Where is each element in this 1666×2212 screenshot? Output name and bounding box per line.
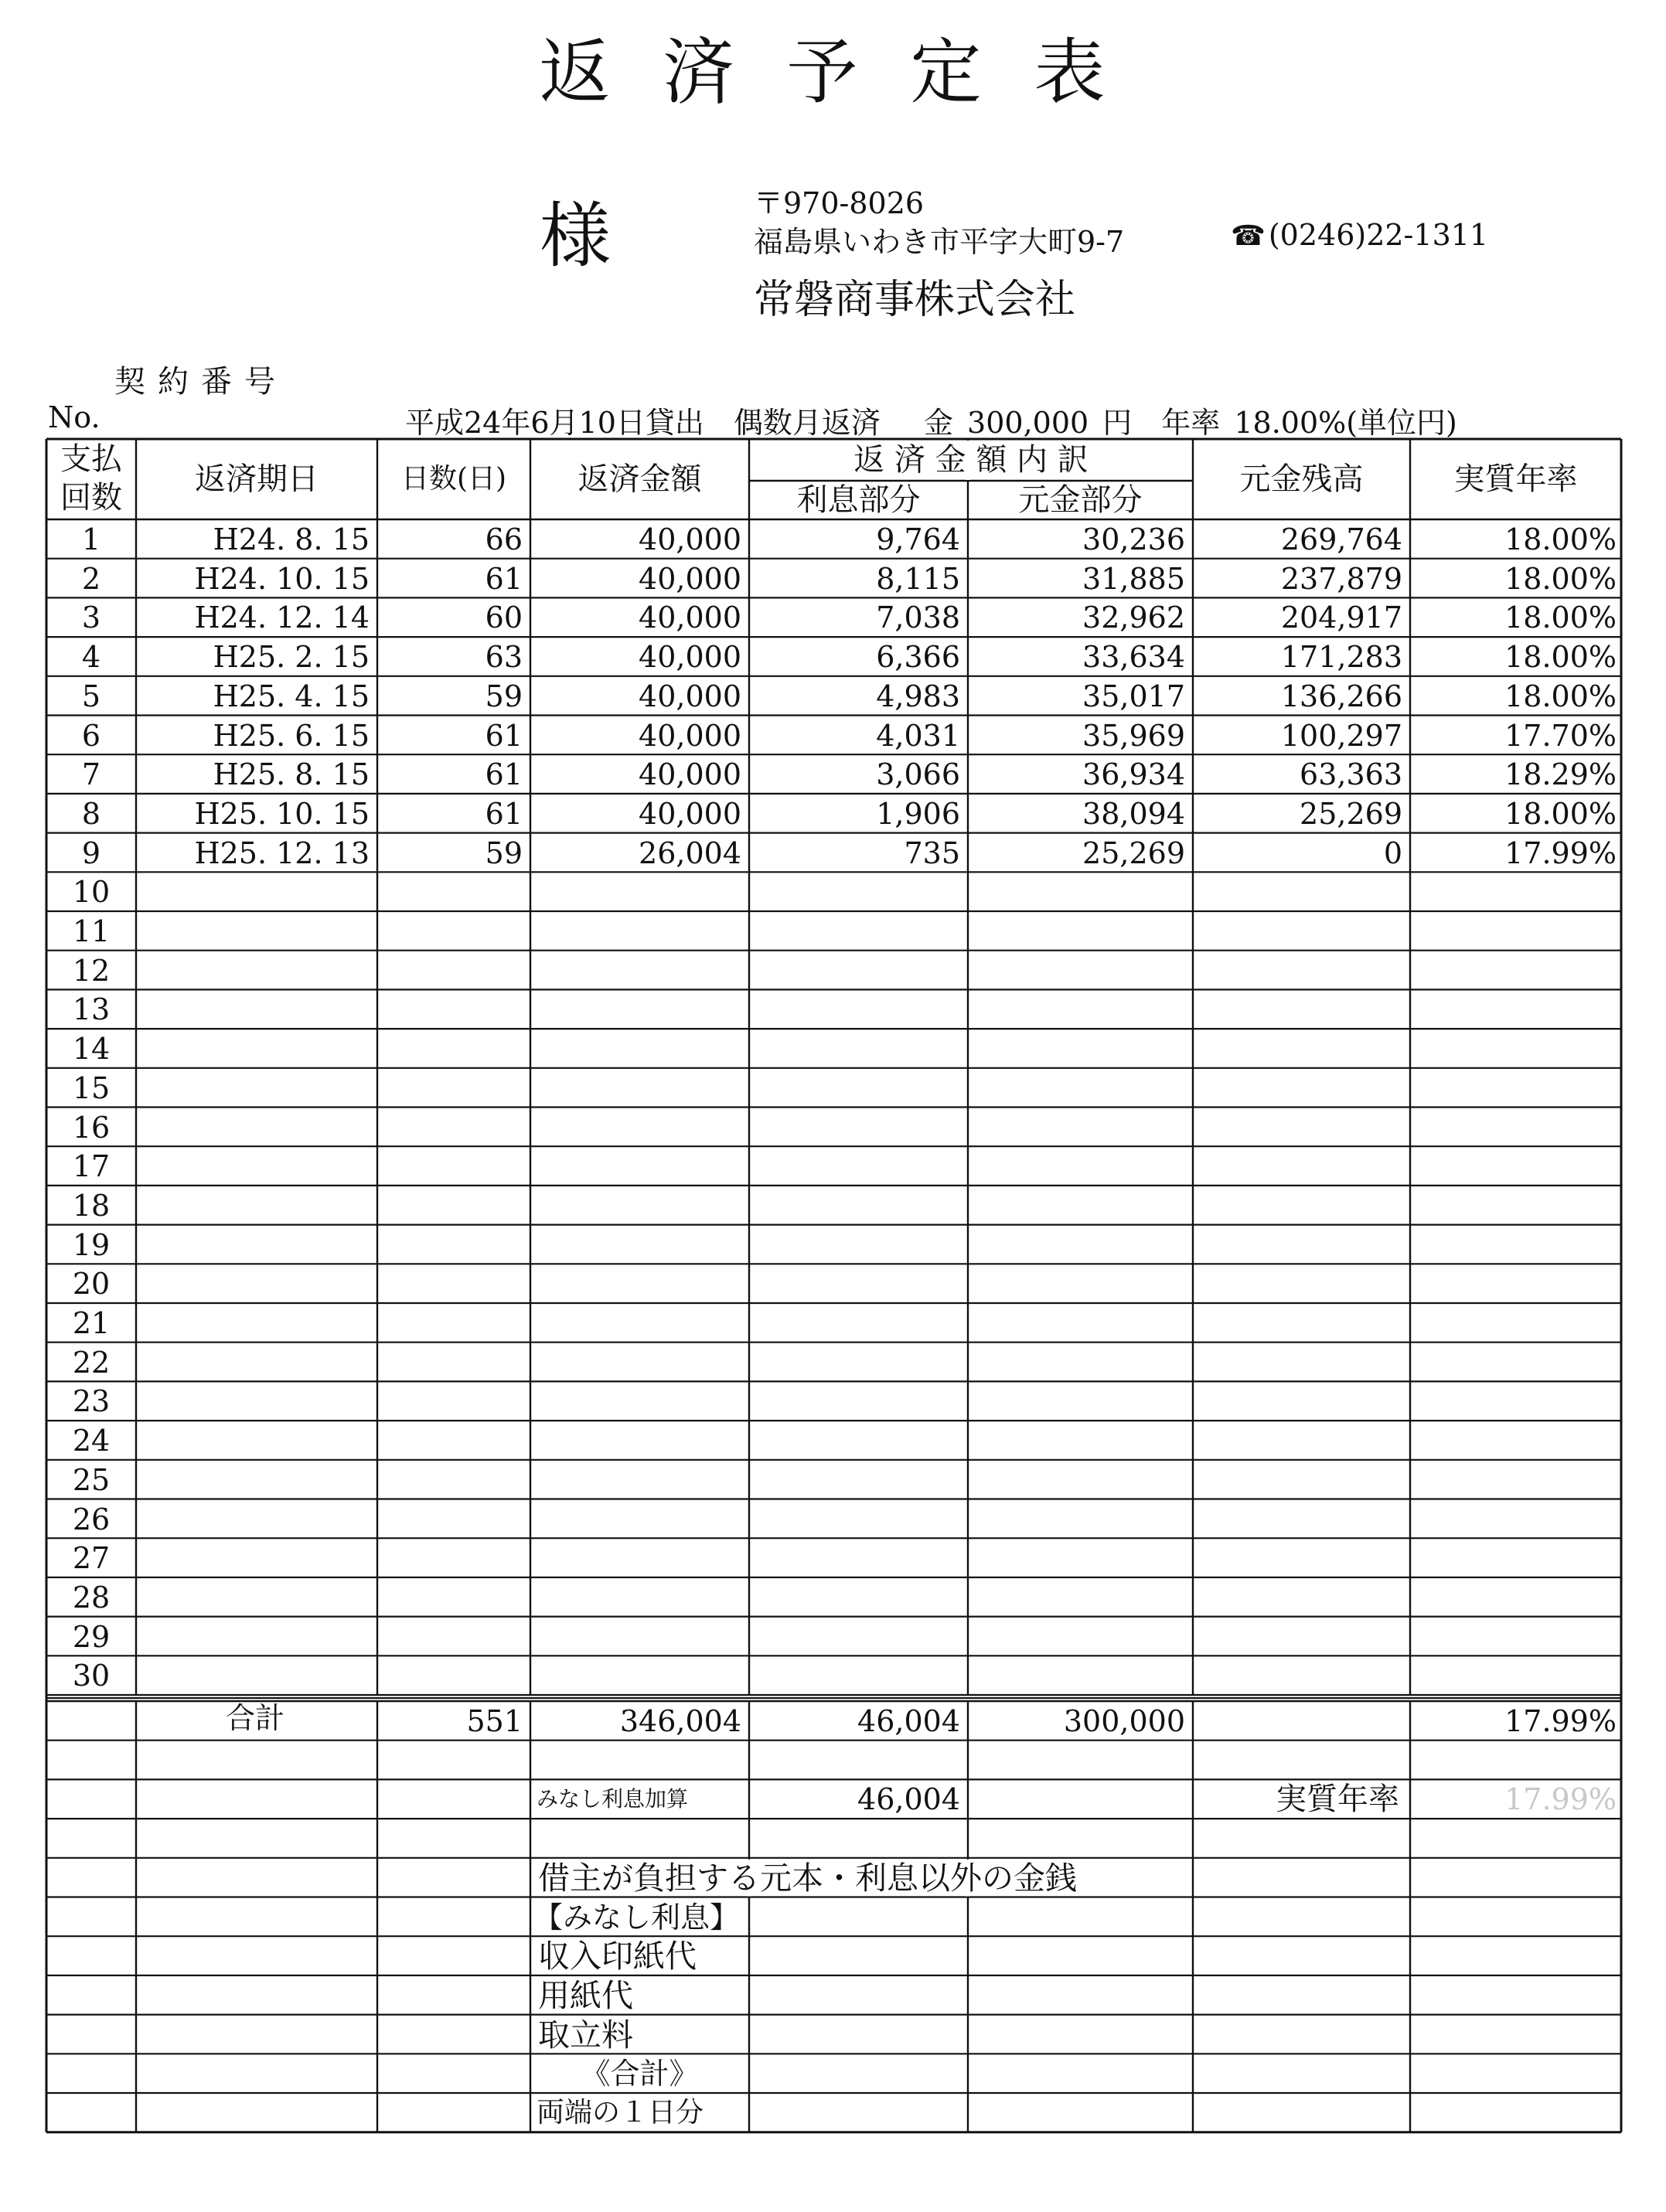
row-amount bbox=[530, 1500, 741, 1539]
row-rate bbox=[1410, 1343, 1617, 1382]
row-days bbox=[377, 1343, 523, 1382]
row-due-date bbox=[136, 1147, 370, 1186]
row-number: 6 bbox=[81, 718, 101, 753]
row-amount bbox=[530, 912, 741, 951]
row-interest bbox=[749, 1226, 960, 1264]
row-balance: 204,917 bbox=[1280, 601, 1402, 635]
recipient-honorific: 様 bbox=[540, 195, 612, 277]
row-principal bbox=[968, 1069, 1185, 1108]
row-interest bbox=[749, 1461, 960, 1499]
row-days: 61 bbox=[485, 796, 523, 831]
row-interest: 9,764 bbox=[876, 522, 960, 556]
row-days bbox=[377, 1069, 523, 1108]
row-days bbox=[377, 1382, 523, 1421]
row-number: 16 bbox=[72, 1110, 111, 1145]
row-due-date bbox=[136, 1343, 370, 1382]
row-principal bbox=[968, 1226, 1185, 1264]
row-rate bbox=[1410, 1656, 1617, 1695]
row-amount bbox=[530, 1186, 741, 1225]
row-rate bbox=[1410, 1539, 1617, 1577]
row-number: 15 bbox=[72, 1070, 111, 1105]
row-interest bbox=[749, 1147, 960, 1186]
row-rate bbox=[1410, 1226, 1617, 1264]
row-interest: 8,115 bbox=[876, 561, 960, 596]
totals-amount: 346,004 bbox=[619, 1704, 741, 1738]
row-principal: 36,934 bbox=[1082, 757, 1185, 792]
header-principal: 元金部分 bbox=[1018, 482, 1143, 518]
row-due-date bbox=[136, 1539, 370, 1577]
row-due-date bbox=[136, 1264, 370, 1303]
row-days bbox=[377, 1108, 523, 1147]
row-principal bbox=[968, 1147, 1185, 1186]
row-balance bbox=[1193, 873, 1402, 911]
row-due-date: H25. 12. 13 bbox=[194, 835, 370, 870]
row-rate bbox=[1410, 1500, 1617, 1539]
row-balance bbox=[1193, 1539, 1402, 1577]
row-interest bbox=[749, 1029, 960, 1068]
row-principal bbox=[968, 1656, 1185, 1695]
deemed-interest-value: 46,004 bbox=[857, 1782, 960, 1817]
row-days: 63 bbox=[485, 640, 523, 675]
postal-code: 〒970-8026 bbox=[754, 186, 925, 220]
row-due-date bbox=[136, 951, 370, 990]
loan-terms: 平成24年6月10日貸出 偶数月返済 金 300,000 円 年率 18.00%(単位円) bbox=[405, 406, 1457, 440]
paper-fee-label: 用紙代 bbox=[538, 1976, 633, 2014]
row-number: 20 bbox=[72, 1267, 111, 1302]
row-amount bbox=[530, 1264, 741, 1303]
row-rate: 17.99% bbox=[1504, 835, 1617, 870]
row-due-date bbox=[136, 1108, 370, 1147]
row-interest bbox=[749, 951, 960, 990]
row-rate: 18.00% bbox=[1504, 796, 1617, 831]
row-number: 18 bbox=[72, 1188, 111, 1223]
row-rate bbox=[1410, 1304, 1617, 1343]
row-days bbox=[377, 1186, 523, 1225]
row-due-date bbox=[136, 1656, 370, 1695]
row-amount bbox=[530, 1029, 741, 1068]
row-days: 66 bbox=[485, 522, 523, 556]
row-rate bbox=[1410, 1382, 1617, 1421]
row-due-date: H25. 4. 15 bbox=[213, 679, 370, 713]
row-days bbox=[377, 1539, 523, 1577]
header-breakdown: 返 済 金 額 内 訳 bbox=[853, 442, 1089, 478]
row-days bbox=[377, 1029, 523, 1068]
row-principal: 30,236 bbox=[1082, 522, 1185, 556]
row-due-date bbox=[136, 1461, 370, 1499]
header-due-date: 返済期日 bbox=[195, 461, 319, 497]
row-rate: 18.29% bbox=[1504, 757, 1617, 792]
row-balance bbox=[1193, 1264, 1402, 1303]
row-interest bbox=[749, 1539, 960, 1577]
row-number: 26 bbox=[72, 1502, 111, 1536]
row-days bbox=[377, 912, 523, 951]
row-rate bbox=[1410, 1618, 1617, 1656]
row-amount bbox=[530, 1539, 741, 1577]
row-amount bbox=[530, 1578, 741, 1617]
row-amount bbox=[530, 951, 741, 990]
row-due-date bbox=[136, 1186, 370, 1225]
row-due-date: H25. 10. 15 bbox=[194, 796, 370, 831]
row-amount: 40,000 bbox=[639, 718, 741, 753]
row-rate bbox=[1410, 1147, 1617, 1186]
row-interest: 7,038 bbox=[876, 601, 960, 635]
row-days: 59 bbox=[485, 835, 523, 870]
row-rate bbox=[1410, 1264, 1617, 1303]
row-amount bbox=[530, 873, 741, 911]
row-due-date: H24. 8. 15 bbox=[213, 522, 370, 556]
row-rate bbox=[1410, 990, 1617, 1029]
row-due-date: H25. 6. 15 bbox=[213, 718, 370, 753]
row-balance bbox=[1193, 1382, 1402, 1421]
row-interest: 1,906 bbox=[876, 796, 960, 831]
row-due-date: H25. 2. 15 bbox=[213, 640, 370, 675]
row-days bbox=[377, 1304, 523, 1343]
row-rate bbox=[1410, 912, 1617, 951]
row-days bbox=[377, 1461, 523, 1499]
row-rate bbox=[1410, 1461, 1617, 1499]
row-interest bbox=[749, 1304, 960, 1343]
row-number: 22 bbox=[72, 1345, 111, 1380]
row-number: 8 bbox=[81, 796, 101, 831]
row-number: 25 bbox=[72, 1462, 111, 1497]
row-number: 24 bbox=[72, 1424, 111, 1458]
row-principal bbox=[968, 951, 1185, 990]
row-principal bbox=[968, 1304, 1185, 1343]
row-number: 11 bbox=[72, 914, 111, 948]
row-number: 19 bbox=[72, 1227, 111, 1262]
row-rate bbox=[1410, 951, 1617, 990]
row-principal bbox=[968, 1382, 1185, 1421]
other-fees-title: 借主が負担する元本・利息以外の金銭 bbox=[538, 1859, 1077, 1897]
row-interest bbox=[749, 1108, 960, 1147]
row-days bbox=[377, 1656, 523, 1695]
row-balance bbox=[1193, 1343, 1402, 1382]
row-balance bbox=[1193, 1578, 1402, 1617]
row-days bbox=[377, 1578, 523, 1617]
row-due-date bbox=[136, 912, 370, 951]
row-amount: 40,000 bbox=[639, 640, 741, 675]
row-number: 4 bbox=[81, 640, 101, 675]
row-days: 61 bbox=[485, 718, 523, 753]
row-days: 61 bbox=[485, 561, 523, 596]
row-amount bbox=[530, 1108, 741, 1147]
row-balance bbox=[1193, 1226, 1402, 1264]
row-interest: 4,031 bbox=[876, 718, 960, 753]
row-number: 14 bbox=[72, 1032, 111, 1067]
row-days bbox=[377, 951, 523, 990]
phone-number: (0246)22-1311 bbox=[1268, 218, 1489, 252]
company-name: 常磐商事株式会社 bbox=[754, 277, 1076, 323]
row-days bbox=[377, 1264, 523, 1303]
row-number: 3 bbox=[81, 601, 101, 635]
row-principal: 38,094 bbox=[1082, 796, 1185, 831]
row-principal bbox=[968, 1108, 1185, 1147]
row-due-date bbox=[136, 1618, 370, 1656]
row-principal bbox=[968, 990, 1185, 1029]
row-principal bbox=[968, 1461, 1185, 1499]
row-balance bbox=[1193, 1108, 1402, 1147]
row-principal bbox=[968, 1264, 1185, 1303]
row-balance bbox=[1193, 1656, 1402, 1695]
header-days: 日数(日) bbox=[400, 463, 507, 495]
row-amount bbox=[530, 1343, 741, 1382]
totals-rate: 17.99% bbox=[1504, 1704, 1617, 1738]
row-days bbox=[377, 1618, 523, 1656]
row-rate bbox=[1410, 1421, 1617, 1460]
row-days bbox=[377, 1500, 523, 1539]
row-number: 1 bbox=[81, 522, 101, 556]
row-rate: 18.00% bbox=[1504, 522, 1617, 556]
collection-fee-label: 取立料 bbox=[538, 2016, 633, 2054]
row-amount bbox=[530, 1461, 741, 1499]
row-balance bbox=[1193, 990, 1402, 1029]
row-balance: 100,297 bbox=[1280, 718, 1402, 753]
row-interest bbox=[749, 1343, 960, 1382]
row-rate bbox=[1410, 1069, 1617, 1108]
header-interest: 利息部分 bbox=[796, 482, 921, 518]
row-number: 10 bbox=[72, 875, 111, 910]
header-installment-top: 支払 bbox=[60, 441, 122, 477]
row-number: 23 bbox=[72, 1384, 111, 1419]
row-number: 7 bbox=[81, 757, 101, 792]
row-principal bbox=[968, 1186, 1185, 1225]
row-amount: 40,000 bbox=[639, 522, 741, 556]
header-amount: 返済金額 bbox=[577, 461, 702, 497]
row-amount: 40,000 bbox=[639, 757, 741, 792]
row-rate: 18.00% bbox=[1504, 601, 1617, 635]
row-due-date bbox=[136, 990, 370, 1029]
deemed-rate-label: 実質年率 bbox=[1276, 1782, 1399, 1818]
row-principal bbox=[968, 1421, 1185, 1460]
row-amount bbox=[530, 1069, 741, 1108]
row-due-date bbox=[136, 1500, 370, 1539]
row-days: 60 bbox=[485, 601, 523, 635]
row-due-date bbox=[136, 873, 370, 911]
row-number: 29 bbox=[72, 1619, 111, 1654]
header-balance: 元金残高 bbox=[1239, 461, 1364, 497]
row-amount bbox=[530, 1304, 741, 1343]
header-installment-bottom: 回数 bbox=[60, 480, 122, 516]
row-balance bbox=[1193, 1029, 1402, 1068]
row-number: 9 bbox=[81, 835, 101, 870]
row-number: 27 bbox=[72, 1541, 111, 1576]
row-interest: 3,066 bbox=[876, 757, 960, 792]
row-rate bbox=[1410, 1029, 1617, 1068]
row-days bbox=[377, 1147, 523, 1186]
row-interest bbox=[749, 1069, 960, 1108]
row-amount bbox=[530, 1147, 741, 1186]
row-amount: 40,000 bbox=[639, 561, 741, 596]
row-amount bbox=[530, 990, 741, 1029]
row-amount: 40,000 bbox=[639, 679, 741, 713]
row-number: 21 bbox=[72, 1306, 111, 1340]
row-balance bbox=[1193, 1618, 1402, 1656]
row-principal: 35,969 bbox=[1082, 718, 1185, 753]
row-balance: 269,764 bbox=[1280, 522, 1402, 556]
row-rate: 17.70% bbox=[1504, 718, 1617, 753]
company-address: 福島県いわき市平字大町9-7 bbox=[754, 225, 1125, 259]
row-due-date: H24. 10. 15 bbox=[194, 561, 370, 596]
row-due-date: H25. 8. 15 bbox=[213, 757, 370, 792]
row-amount: 26,004 bbox=[639, 835, 741, 870]
row-due-date bbox=[136, 1029, 370, 1068]
row-rate bbox=[1410, 1108, 1617, 1147]
number-label: No. bbox=[48, 400, 101, 434]
row-balance: 63,363 bbox=[1300, 757, 1402, 792]
row-amount bbox=[530, 1618, 741, 1656]
row-principal bbox=[968, 1500, 1185, 1539]
row-number: 30 bbox=[72, 1659, 111, 1693]
contract-number-label: 契約番号 bbox=[114, 364, 288, 400]
row-principal bbox=[968, 1578, 1185, 1617]
row-balance bbox=[1193, 1147, 1402, 1186]
row-interest bbox=[749, 1421, 960, 1460]
row-balance bbox=[1193, 1500, 1402, 1539]
row-amount: 40,000 bbox=[639, 796, 741, 831]
row-rate: 18.00% bbox=[1504, 679, 1617, 713]
row-principal: 35,017 bbox=[1082, 679, 1185, 713]
row-balance: 25,269 bbox=[1300, 796, 1402, 831]
row-number: 5 bbox=[81, 679, 101, 713]
row-due-date bbox=[136, 1226, 370, 1264]
row-due-date bbox=[136, 1421, 370, 1460]
totals-interest: 46,004 bbox=[857, 1704, 960, 1738]
row-amount bbox=[530, 1656, 741, 1695]
row-days bbox=[377, 990, 523, 1029]
row-days: 61 bbox=[485, 757, 523, 792]
row-interest bbox=[749, 873, 960, 911]
row-interest bbox=[749, 1578, 960, 1617]
row-principal bbox=[968, 1539, 1185, 1577]
row-principal: 25,269 bbox=[1082, 835, 1185, 870]
deemed-rate-value: 17.99% bbox=[1504, 1782, 1617, 1817]
row-due-date bbox=[136, 1069, 370, 1108]
row-principal bbox=[968, 1618, 1185, 1656]
row-balance bbox=[1193, 1186, 1402, 1225]
row-rate: 18.00% bbox=[1504, 640, 1617, 675]
totals-label: 合計 bbox=[225, 1701, 284, 1735]
row-balance: 237,879 bbox=[1280, 561, 1402, 596]
row-interest bbox=[749, 912, 960, 951]
other-fees-total-label: 《合計》 bbox=[581, 2057, 699, 2091]
deemed-interest-label: みなし利息加算 bbox=[537, 1786, 689, 1812]
row-principal bbox=[968, 1343, 1185, 1382]
row-principal: 31,885 bbox=[1082, 561, 1185, 596]
row-interest bbox=[749, 1500, 960, 1539]
stamp-fee-label: 収入印紙代 bbox=[538, 1938, 697, 1975]
row-rate bbox=[1410, 1186, 1617, 1225]
row-balance: 0 bbox=[1383, 835, 1402, 870]
row-days: 59 bbox=[485, 679, 523, 713]
row-principal bbox=[968, 873, 1185, 911]
row-balance: 171,283 bbox=[1280, 640, 1402, 675]
row-principal: 32,962 bbox=[1082, 601, 1185, 635]
row-due-date bbox=[136, 1578, 370, 1617]
row-interest bbox=[749, 990, 960, 1029]
row-balance bbox=[1193, 912, 1402, 951]
totals-days: 551 bbox=[466, 1704, 523, 1738]
row-interest: 6,366 bbox=[876, 640, 960, 675]
row-interest bbox=[749, 1264, 960, 1303]
row-balance bbox=[1193, 1304, 1402, 1343]
row-days bbox=[377, 873, 523, 911]
row-amount bbox=[530, 1226, 741, 1264]
row-principal: 33,634 bbox=[1082, 640, 1185, 675]
document-title: 返済予定表 bbox=[539, 31, 1158, 114]
row-amount: 40,000 bbox=[639, 601, 741, 635]
row-principal bbox=[968, 1029, 1185, 1068]
row-interest: 4,983 bbox=[876, 679, 960, 713]
row-amount bbox=[530, 1421, 741, 1460]
row-interest bbox=[749, 1382, 960, 1421]
row-balance bbox=[1193, 1461, 1402, 1499]
row-due-date bbox=[136, 1382, 370, 1421]
row-due-date: H24. 12. 14 bbox=[194, 601, 370, 635]
row-rate: 18.00% bbox=[1504, 561, 1617, 596]
row-number: 12 bbox=[72, 953, 111, 988]
row-rate bbox=[1410, 873, 1617, 911]
row-balance: 136,266 bbox=[1280, 679, 1402, 713]
row-due-date bbox=[136, 1304, 370, 1343]
row-days bbox=[377, 1226, 523, 1264]
row-number: 13 bbox=[72, 992, 111, 1027]
row-number: 2 bbox=[81, 561, 101, 596]
telephone-icon: ☎ bbox=[1231, 220, 1266, 252]
row-amount bbox=[530, 1382, 741, 1421]
row-interest bbox=[749, 1618, 960, 1656]
row-interest: 735 bbox=[904, 835, 960, 870]
row-principal bbox=[968, 912, 1185, 951]
totals-principal: 300,000 bbox=[1063, 1704, 1185, 1738]
both-ends-day-label: 両端の１日分 bbox=[537, 2097, 704, 2129]
row-days bbox=[377, 1421, 523, 1460]
row-number: 28 bbox=[72, 1580, 111, 1615]
row-interest bbox=[749, 1656, 960, 1695]
row-balance bbox=[1193, 951, 1402, 990]
row-interest bbox=[749, 1186, 960, 1225]
row-number: 17 bbox=[72, 1149, 111, 1184]
header-rate: 実質年率 bbox=[1453, 461, 1578, 497]
row-balance bbox=[1193, 1069, 1402, 1108]
deemed-interest-heading: 【みなし利息】 bbox=[533, 1900, 740, 1935]
row-balance bbox=[1193, 1421, 1402, 1460]
row-rate bbox=[1410, 1578, 1617, 1617]
